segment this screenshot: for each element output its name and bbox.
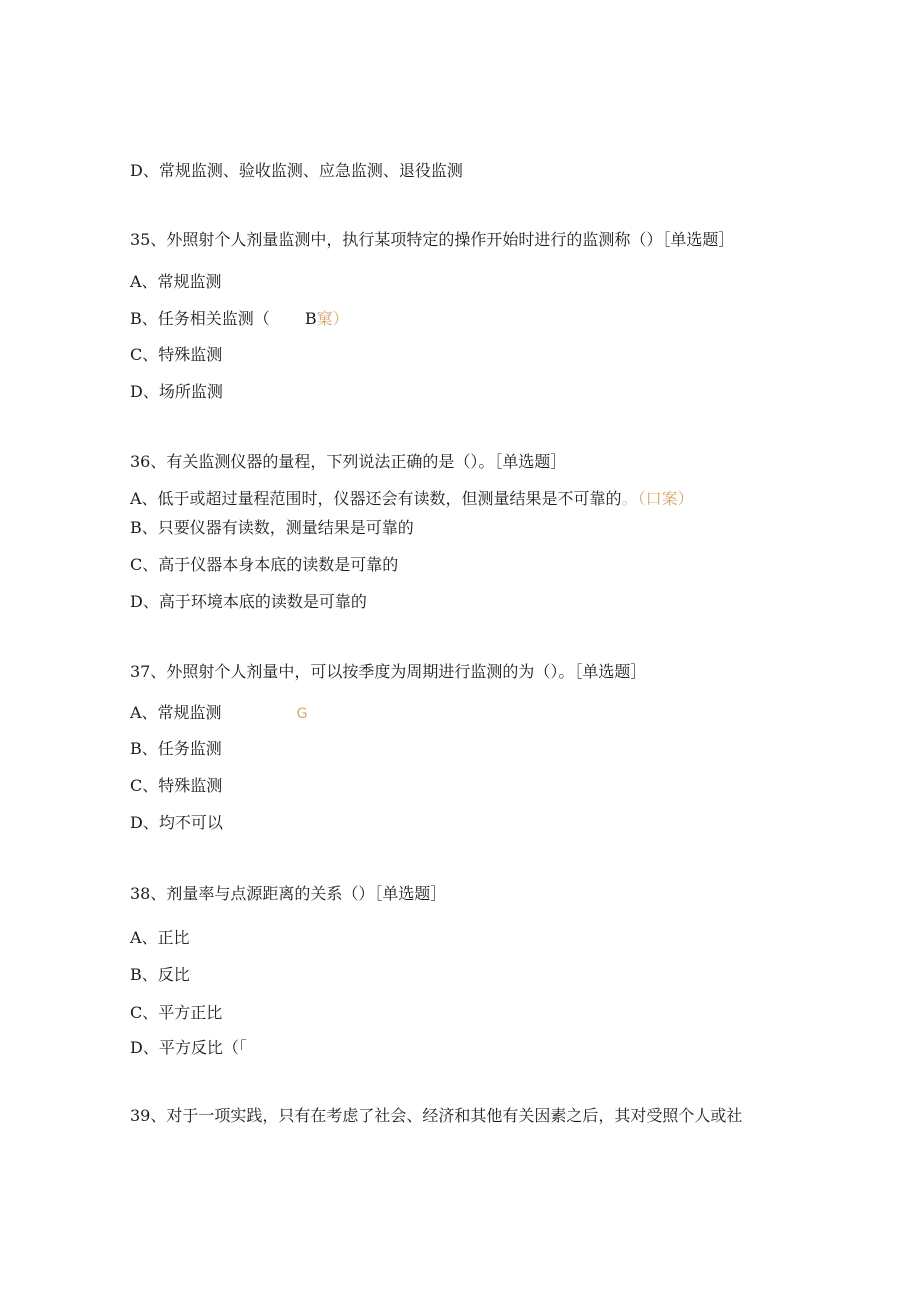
q35-option-b-answer-mark: 窠） [316, 309, 349, 328]
q38-option-a: A、正比 [130, 928, 190, 947]
q36-option-c: C、高于仪器本身本底的读数是可靠的 [130, 555, 399, 574]
q35-option-c: C、特殊监测 [130, 345, 223, 364]
q38-option-b: B、反比 [130, 965, 190, 984]
q37-option-a-text: A、常规监测 [130, 703, 222, 722]
q37-option-c: C、特殊监测 [130, 776, 223, 795]
q37-option-b: B、任务监测 [130, 739, 222, 758]
q36-option-b: B、只要仪器有读数，测量结果是可靠的 [130, 518, 414, 537]
q35-option-a: A、常规监测 [130, 272, 222, 291]
q35-option-b [130, 309, 349, 329]
q35-option-b-text: B、任务相关监测（ [130, 309, 270, 328]
q36-option-a-text: A、低于或超过量程范围时，仪器还会有读数，但测量结果是不可靠的 [130, 489, 622, 508]
q37-option-a-answer-mark: G [296, 706, 308, 722]
q37-option-a [130, 703, 308, 724]
q39-question: 39、对于一项实践，只有在考虑了社会、经济和其他有关因素之后，其对受照个人或社 [130, 1106, 743, 1125]
q36-option-d: D、高于环境本底的读数是可靠的 [130, 592, 367, 611]
q36-option-a [130, 489, 694, 509]
q37-option-d: D、均不可以 [130, 813, 223, 832]
q34-option-d: D、常规监测、验收监测、应急监测、退役监测 [130, 161, 463, 180]
q37-question: 37、外照射个人剂量中，可以按季度为周期进行监测的为（）。［单选题］ [130, 662, 647, 681]
q38-option-c: C、平方正比 [130, 1003, 223, 1022]
q35-question: 35、外照射个人剂量监测中，执行某项特定的操作开始时进行的监测称（）［单选题］ [130, 230, 735, 249]
q36-option-a-answer-mark: 。（口案） [621, 489, 694, 508]
q35-option-b-answer-letter: B [304, 309, 317, 328]
q35-option-d: D、场所监测 [130, 382, 223, 401]
q38-question: 38、剂量率与点源距离的关系（）［单选题］ [130, 884, 447, 903]
q38-option-d: D、平方反比（「 [130, 1038, 247, 1057]
q36-question: 36、有关监测仪器的量程，下列说法正确的是（）。［单选题］ [130, 452, 567, 471]
